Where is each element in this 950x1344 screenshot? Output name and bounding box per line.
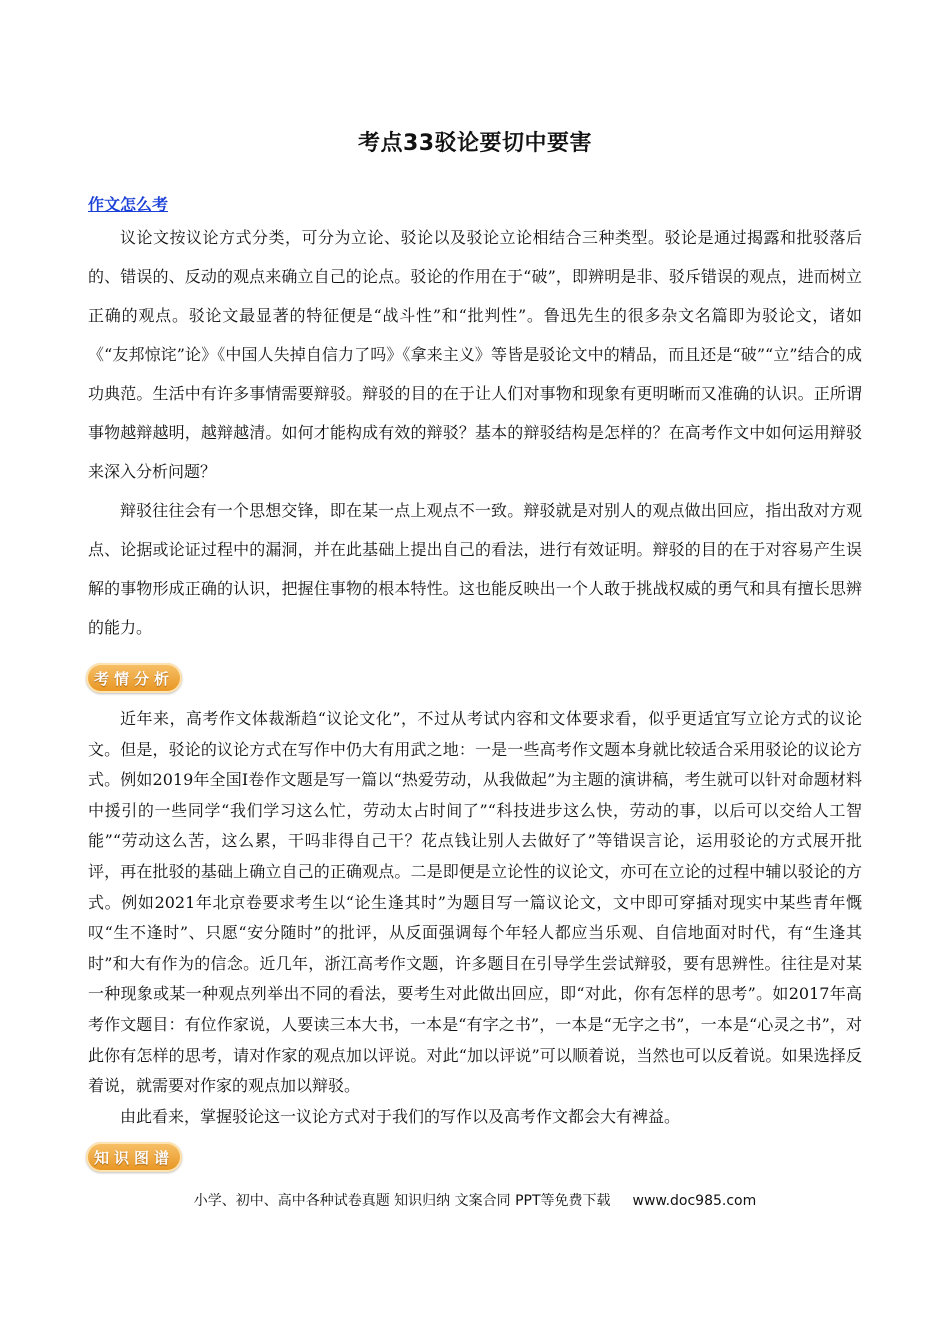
footer-site-link[interactable]: www.doc985.com: [632, 1193, 757, 1209]
section-link-how-to-test[interactable]: 作文怎么考: [88, 195, 169, 214]
knowledge-map-badge: 知识图谱: [86, 1142, 182, 1172]
analysis-section: [88, 704, 862, 1132]
exam-analysis-badge: 考情分析: [86, 663, 182, 693]
page-footer: [0, 1190, 950, 1210]
intro-section: [88, 218, 862, 647]
intro-paragraph: 辩驳往往会有一个思想交锋，即在某一点上观点不一致。辩驳就是对别人的观点做出回应，指出敌对方观点、论据或论证过程中的漏洞，并在此基础上提出自己的看法，进行有效证明。辩驳的目的在于对容易产生误解的事物形成正确的认识，把握住事物的根本特性。这也能反映出一个人敢于挑战权威的勇气和具有擅长思辨的能力。: [88, 501, 862, 637]
footer-text: 小学、初中、高中各种试卷真题 知识归纳 文案合同 PPT等免费下载: [193, 1193, 611, 1209]
page-title: 考点33驳论要切中要害: [357, 131, 593, 156]
analysis-paragraph: 由此看来，掌握驳论这一议论方式对于我们的写作以及高考作文都会大有裨益。: [120, 1106, 681, 1126]
intro-paragraph: 议论文按议论方式分类，可分为立论、驳论以及驳论立论相结合三种类型。驳论是通过揭露和批驳落后的、错误的、反动的观点来确立自己的论点。驳论的作用在于“破”，即辨明是非、驳斥错误的观点，进而树立正确的观点。驳论文最显著的特征便是“战斗性”和“批判性”。鲁迅先生的很多杂文名篇即为驳论文，诸如《“友邦惊诧”论》《中国人失掉自信力了吗》《拿来主义》等皆是驳论文中的精品，而且还是“破”“立”结合的成功典范。生活中有许多事情需要辩驳。辩驳的目的在于让人们对事物和现象有更明晰而又准确的认识。正所谓事物越辩越明，越辩越清。如何才能构成有效的辩驳？基本的辩驳结构是怎样的？在高考作文中如何运用辩驳来深入分析问题？: [88, 228, 862, 481]
analysis-paragraph: 近年来，高考作文体裁渐趋“议论文化”，不过从考试内容和文体要求看，似乎更适宜写立论方式的议论文。但是，驳论的议论方式在写作中仍大有用武之地：一是一些高考作文题本身就比较适合采用驳论的议论方式。例如2019年全国Ⅰ卷作文题是写一篇以“热爱劳动，从我做起”为主题的演讲稿，考生就可以针对命题材料中援引的一些同学“我们学习这么忙，劳动太占时间了”“科技进步这么快，劳动的事，以后可以交给人工智能”“劳动这么苦，这么累，干吗非得自己干？花点钱让别人去做好了”等错误言论，运用驳论的方式展开批评，再在批驳的基础上确立自己的正确观点。二是即便是立论性的议论文，亦可在立论的过程中辅以驳论的方式。例如2021年北京卷要求考生以“论生逢其时”为题目写一篇议论文，文中即可穿插对现实中某些青年慨叹“生不逢时”、只愿“安分随时”的批评，从反面强调每个年轻人都应当乐观、自信地面对时代，有“生逢其时”和大有作为的信念。近几年，浙江高考作文题，许多题目在引导学生尝试辩驳，要有思辨性。往往是对某一种现象或某一种观点列举出不同的看法，要考生对此做出回应，即“对此，你有怎样的思考”。如2017年高考作文题目：有位作家说，人要读三本大书，一本是“有字之书”，一本是“无字之书”，一本是“心灵之书”，对此你有怎样的思考，请对作家的观点加以评说。对此“加以评说”可以顺着说，当然也可以反着说。如果选择反着说，就需要对作家的观点加以辩驳。: [88, 709, 862, 1096]
